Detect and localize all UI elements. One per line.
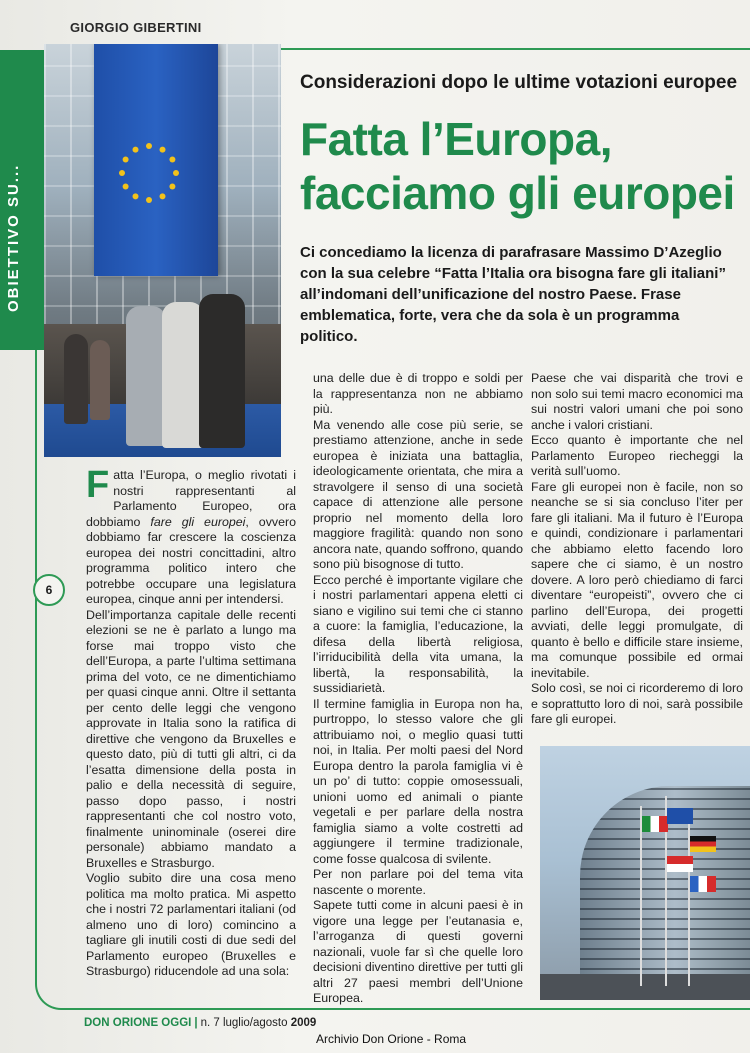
person bbox=[90, 340, 110, 420]
person bbox=[64, 334, 88, 424]
body-column-2 bbox=[313, 371, 523, 1007]
paragraph: Ma venendo alle cose più serie, se prestiamo attenzione, anche in sede europea è iniziata una battaglia, ideologicamente orientata, che mira a stravolgere il senso di una società capace di attenzione alle persone proprio nel momento della loro maggiore fragilità: quando non sono ancora nate, quando soffrono, quando sono più bisognose di tutto. bbox=[313, 417, 523, 571]
paragraph: Ecco perché è importante vigilare che i nostri parlamentari appena eletti ci siano e vigilino sui temi che ci stanno a cuore: la famiglia, l’educazione, la difesa della libertà religiosa, l’irriducibilità della vita umana, la libertà, la responsabilità, la sussidiarietà. bbox=[313, 572, 523, 695]
eu-flag-photo bbox=[44, 44, 281, 457]
person bbox=[199, 294, 245, 448]
paragraph: Voglio subito dire una cosa meno politica ma molto pratica. Mi aspetto che i nostri 72 parlamentari italiani (od almeno uno di loro) comincino a tagliare gli inutili costi di due sedi del Parlamento europeo (Bruxelles e Strasburgo) riducendole ad una sola: bbox=[86, 871, 296, 978]
flag bbox=[690, 876, 716, 892]
eu-stars-icon bbox=[114, 138, 184, 208]
footer-separator: | bbox=[194, 1017, 198, 1029]
paragraph: Solo così, se noi ci ricorderemo di loro e soprattutto loro di noi, sarà possibile fare gli europei. bbox=[531, 681, 743, 726]
paragraph: Il termine famiglia in Europa non ha, purtroppo, lo stesso valore che gli attribuiamo noi, o meglio quasi tutti noi, in Italia. Per molti paesi del Nord Europa dentro la parola famiglia vi è un po’ di tutto: coppie omosessuali, unioni uomo ed animali o piante vegetali e per parlare della nostra famiglia siamo a volte costretti ad aggiungere il termine tradizionale, come fosse qualcosa di svilente. bbox=[313, 696, 523, 866]
paragraph: Per non parlare poi del tema vita nascente o morente. bbox=[313, 867, 523, 897]
issue-year: 2009 bbox=[290, 1017, 317, 1029]
flagpole bbox=[688, 808, 690, 986]
magazine-footer bbox=[84, 1017, 316, 1029]
parliament-building-photo bbox=[540, 746, 750, 1000]
paragraph: Paese che vai disparità che trovi e non solo sui temi macro economici ma sui nostri valori umani che poi sono anche i valori cristiani. bbox=[531, 371, 743, 432]
headline-line-1: Fatta l’Europa, bbox=[300, 113, 612, 165]
person bbox=[162, 302, 204, 448]
article-lead: Ci concediamo la licenza di parafrasare Massimo D’Azeglio con la sua celebre “Fatta l’Italia ora bisogna fare gli italiani” all’indomani dell’unificazione del nostro Paese. Frase emblematica, forte, vera che da sola è un programma politico. bbox=[300, 244, 726, 345]
article-headline bbox=[300, 112, 750, 220]
page-number: 6 bbox=[33, 574, 65, 606]
paragraph: Dell’importanza capitale delle recenti elezioni se ne è parlato a lungo ma forse mai troppo visto che dell’Europa, a parte l’ultima settimana prima del voto, ce ne dimentichiamo per quasi cinque anni. Oltre il settanta per cento delle leggi che vengono approvate in Italia sono la ratifica di direttive che vengono da Bruxelles e questo dato, più di tutti gli altri, ci da l’esatta dimensione della posta in palio e della necessità di seguire, passo dopo passo, i nostri rappresentanti che col nostro voto, finalmente uninominale (oserei dire personale) abbiamo mandato a Bruxelles e Strasburgo. bbox=[86, 607, 296, 870]
archive-caption: Archivio Don Orione - Roma bbox=[316, 1032, 467, 1046]
body-column-3 bbox=[531, 371, 743, 728]
paragraph: Fare gli europei non è facile, non so neanche se si sia concluso l’iter per fare gli italiani. Ma il futuro è l’Europa e quindi, condizionare i parlamentari che abbiamo eletto facendo loro sapere che ci siamo, è un nostro dovere. A loro però chiediamo di farci diventare “europeisti”, ovvero che ci parlino dell’Europa, dei progetti avviati, delle leggi promulgate, di quanto è bello e difficile stare insieme, ma comunque possibile ed ormai inevitabile. bbox=[531, 479, 743, 680]
paragraph: Fatta l’Europa, o meglio rivotati i nostri rappresentanti al Parlamento Europeo, ora dobbiamo fare gli europei, ovvero dobbiamo far crescere la coscienza europea dei nostri concittadini, altro programma politico intero che potrebbe occupare una legislatura europea, cinque anni per intendersi. bbox=[86, 464, 297, 606]
paragraph: Ecco quanto è importante che nel Parlamento Europeo riecheggi la verità sull’uomo. bbox=[531, 433, 743, 478]
flag bbox=[667, 856, 693, 872]
author-name: GIORGIO GIBERTINI bbox=[70, 20, 202, 35]
paragraph: Sapete tutti come in alcuni paesi è in vigore una legge per l’eutanasia e, l’arroganza di questi governi nazionali, vuole far sì che quelle loro decisioni diventino direttive per tutti gli altri 27 paesi membri dell’Unione Europea. bbox=[313, 898, 523, 1005]
paragraph: una delle due è di troppo e soldi per la rappresentanza non ne abbiamo più. bbox=[313, 371, 523, 416]
issue-number: n. 7 luglio/agosto bbox=[200, 1017, 288, 1029]
section-label: OBIETTIVO SU... bbox=[5, 163, 22, 312]
body-column-1 bbox=[86, 464, 297, 980]
flag bbox=[690, 836, 716, 852]
article-kicker: Considerazioni dopo le ultime votazioni europee bbox=[300, 72, 738, 93]
person bbox=[126, 306, 166, 446]
headline-line-2: facciamo gli europei bbox=[300, 167, 735, 219]
flagpole bbox=[640, 806, 642, 986]
flag bbox=[667, 808, 693, 824]
flag bbox=[642, 816, 668, 832]
drop-cap: F bbox=[86, 464, 110, 506]
ground bbox=[540, 974, 750, 1000]
magazine-name: DON ORIONE OGGI bbox=[84, 1017, 192, 1029]
